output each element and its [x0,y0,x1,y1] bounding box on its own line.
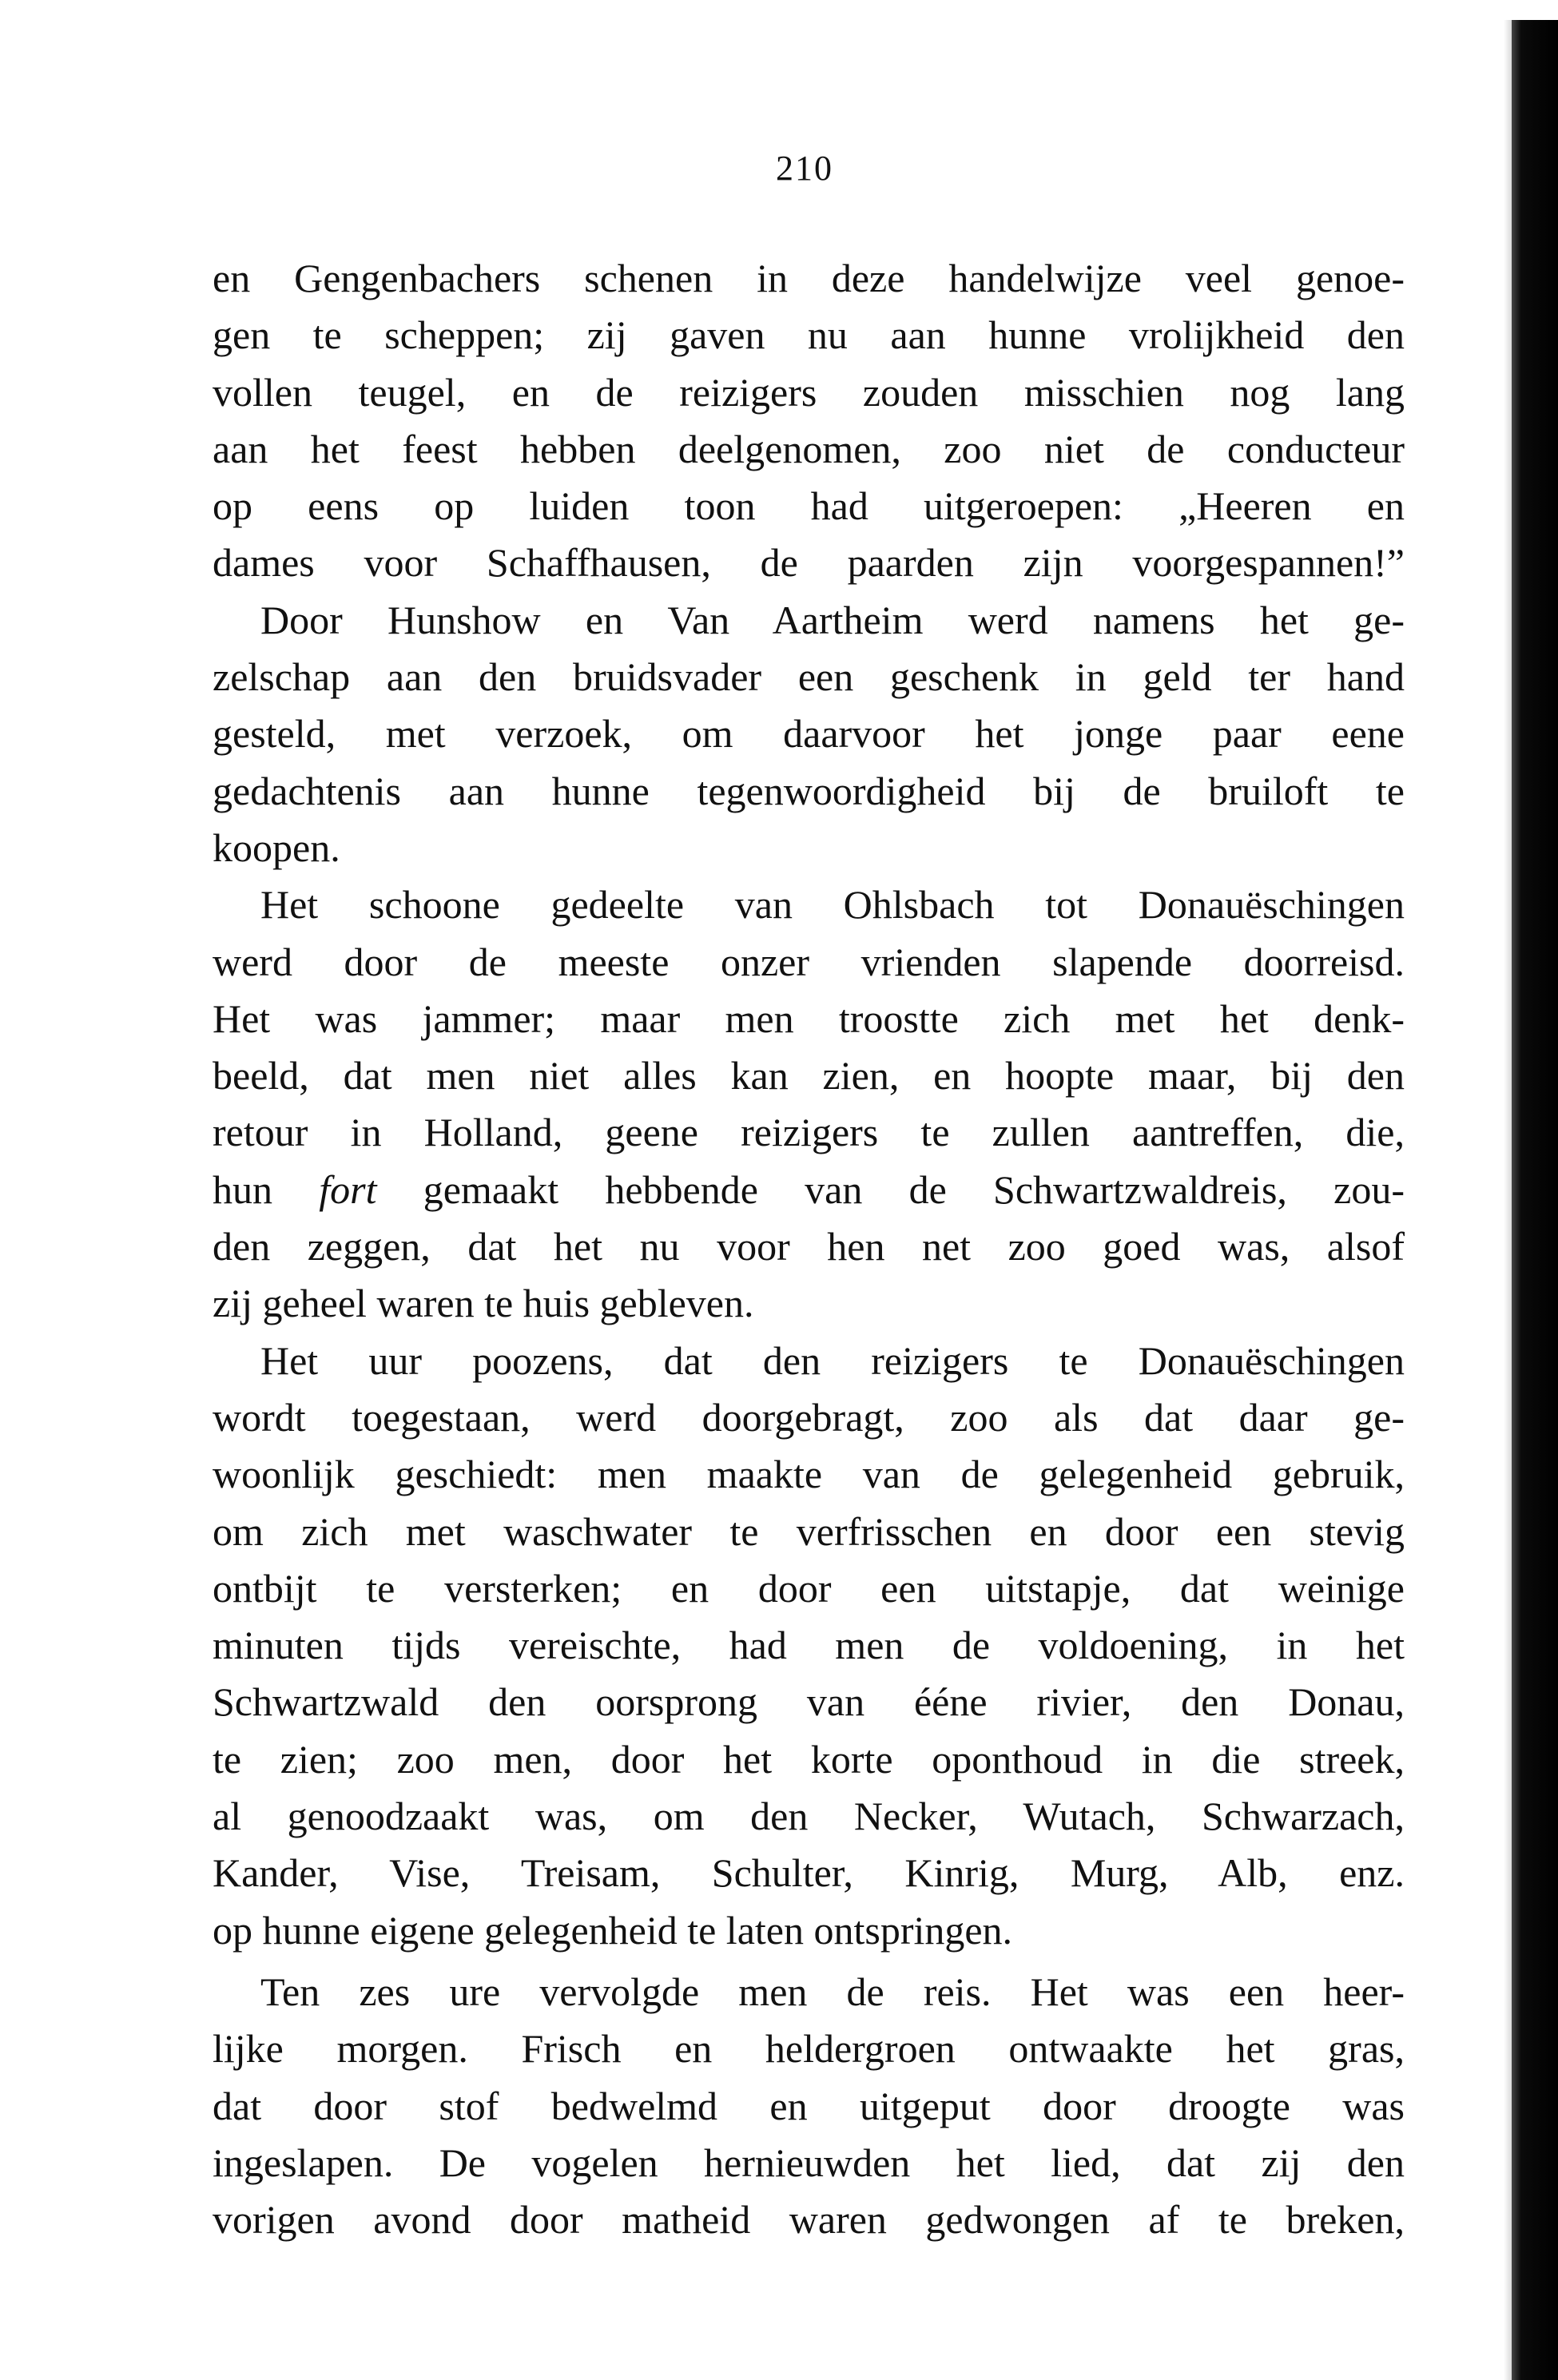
text-line: zij geheel waren te huis gebleven. [213,1281,754,1326]
text-line: dat door stof bedwelmd en uitgeput door droogte was [213,2083,1405,2128]
text-line: op eens op luiden toon had uitgeroepen: „Heeren en [213,483,1405,529]
text-line: gesteld, met verzoek, om daarvoor het jonge paar eene [213,711,1405,757]
text-segment: gemaakt hebbende van de Schwartzwaldreis, zou- [376,1166,1405,1212]
text-line: werd door de meeste onzer vrienden slapende doorreisd. [213,939,1405,984]
text-line [213,1162,1405,1218]
page-number: 210 [776,149,833,188]
body-text [213,250,1405,2248]
text-line: vollen teugel, en de reizigers zouden misschien nog lang [213,369,1405,415]
page-edge-shadow [1504,20,1512,2380]
text-line: Ten zes ure vervolgde men de reis. Het was een heer- [260,1969,1405,2014]
scan-dark-edge [1512,20,1558,2380]
text-line: op hunne eigene gelegenheid te laten ontspringen. [213,1907,1013,1953]
text-line: Door Hunshow en Van Aartheim werd namens het ge- [260,597,1405,642]
text-line: gen te scheppen; zij gaven nu aan hunne vrolijkheid den [213,312,1405,358]
text-line: Het uur poozens, dat den reizigers te Donauëschingen [260,1337,1405,1383]
text-line: al genoodzaakt was, om den Necker, Wutach, Schwarzach, [213,1794,1405,1839]
text-line: Het schoone gedeelte van Ohlsbach tot Donauëschingen [260,882,1405,928]
text-line: lijke morgen. Frisch en heldergroen ontwaakte het gras, [213,2026,1405,2072]
text-line: aan het feest hebben deelgenomen, zoo niet de conducteur [213,426,1405,471]
text-line: minuten tijds vereischte, had men de voldoening, in het [213,1623,1405,1668]
text-line: dames voor Schaffhausen, de paarden zijn voorgespannen!” [213,540,1405,586]
text-line: zelschap aan den bruidsvader een geschenk in geld ter hand [213,654,1405,700]
text-line: beeld, dat men niet alles kan zien, en hoopte maar, bij den [213,1053,1405,1099]
text-line: woonlijk geschiedt: men maakte van de gelegenheid gebruik, [213,1452,1405,1497]
text-line: en Gengenbachers schenen in deze handelwijze veel genoe- [213,256,1405,300]
text-line: wordt toegestaan, werd doorgebragt, zoo als dat daar ge- [213,1394,1405,1440]
text-line: Schwartzwald den oorsprong van ééne rivier, den Donau, [213,1679,1405,1725]
text-line: retour in Holland, geene reizigers te zullen aantreffen, die, [213,1110,1405,1155]
text-line: gedachtenis aan hunne tegenwoordigheid bij de bruiloft te [213,768,1405,813]
text-line: vorigen avond door matheid waren gedwongen af te breken, [213,2197,1405,2243]
text-line: Het was jammer; maar men troostte zich met het denk- [213,995,1405,1041]
text-line: te zien; zoo men, door het korte oponthoud in die streek, [213,1736,1405,1782]
text-line: den zeggen, dat het nu voor hen net zoo goed was, alsof [213,1224,1405,1269]
text-line: Kander, Vise, Treisam, Schulter, Kinrig, Murg, Alb, enz. [213,1850,1405,1896]
text-segment: hun [213,1166,320,1212]
text-line: ingeslapen. De vogelen hernieuwden het lied, dat zij den [213,2140,1405,2185]
italic-word: fort [319,1166,377,1212]
text-line: om zich met waschwater te verfrisschen en door een stevig [213,1508,1405,1554]
text-line: ontbijt te versterken; en door een uitstapje, dat weinige [213,1565,1405,1611]
text-line: koopen. [213,824,340,870]
